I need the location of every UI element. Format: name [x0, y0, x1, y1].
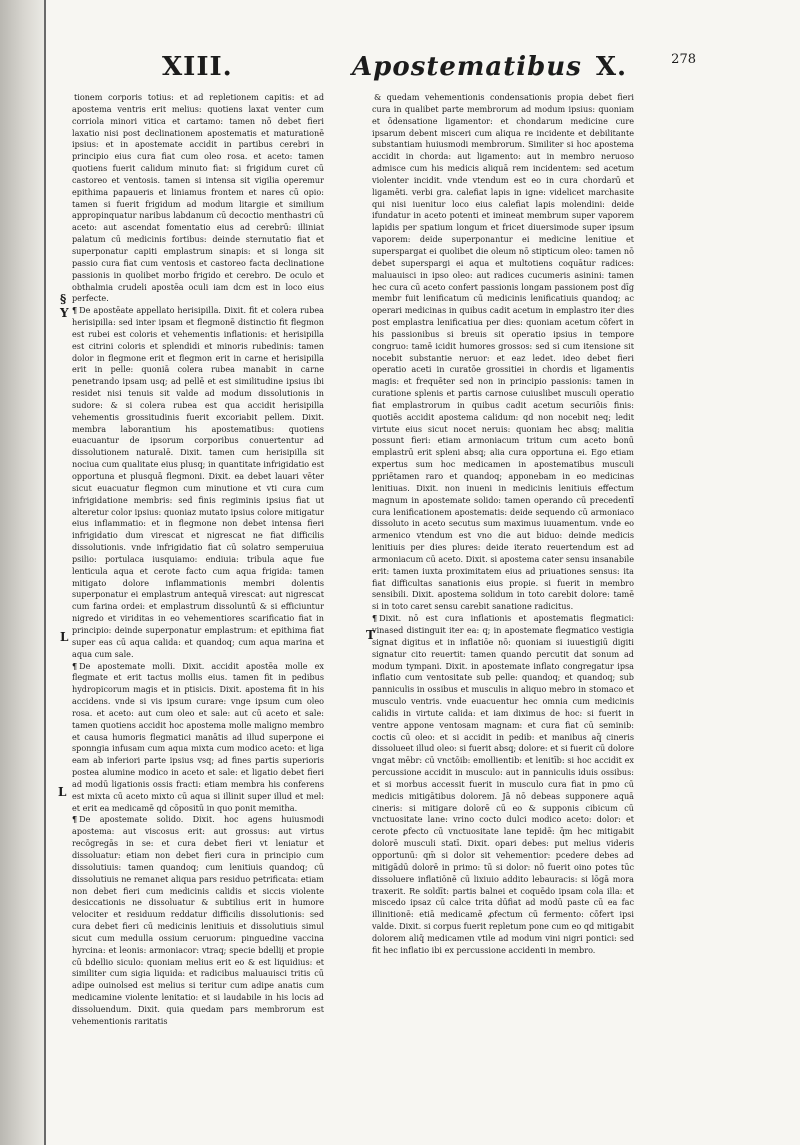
paragraph-mark: ¶ [372, 613, 378, 624]
paragraph-text: tionem corporis totius: et ad repletionem capitis: et ad apostema ventris erit melius: quotiens laxat venter cum corriola minori vitica et cartamo: tamen nō debet fieri laxatio nisi post declinationem apostematis et maturationē ipsius: et in apostemate accidit in partibus cerebri in principio eius cura fiat cum oleo rosa. et aceto: tamen quotiens fuerit calidum minuto fiat: si frigidum curet cū castoreo et ventosis. tamen si intensa sit vigilia operemur epithima papaueris et liniamus frontem et nares cū opio: tamen si fuerit frigidum ad modum litargie et similium appropinquatur naribus labdanum cū decoctio menthastri cū aceto: aut ascendat fomentatio eius ad cerebrū: illiniat palatum cū medicinis fortibus: deinde sternutatio fiat et superponatur capiti emplastrum sinapis: et si longa sit passio cura fiat cum ventosis et castoreo facta declinatione passionis in quolibet morbo frigido et cerebro. De oculo et obthalmia crudeli apostēa oculi iam dcm est in loco eius perfecte. [72, 92, 324, 304]
left-running-head: XIII. [162, 52, 233, 82]
paragraph-text: De apostēate appellato herisipilla. Dixit. fit et colera rubea herisipilla: sed inter ipsam et flegmonē distinctio fit flegmon est rubei est coloris et vehementis inflationis: et herisipilla est citrini coloris et splendidi et minoris rubedinis: tamen dolor in flegmone erit et flegmon erit in carne et herisipilla erit in pelle: quoniā colera rubea manabit in carne penetrando ipsam usq; ad pellē et est similitudine ipsius ibi residet nisi tenuis sit valde ad modum dissolutionis in sudore: & si colera rubea est qua accidit herisipilla vehementis grossitudinis fuerit excoriabit pellem. Dixit. membra laborantium his apostematibus: quotiens euacuantur de ipsorum corporibus conuertentur ad dissolutionem naturalē. Dixit. tamen cum herisipilla sit nociua cum qualitate eius plusq; in quantitate infrigidatio est opportuna et plusquā flegmoni. Dixit. ea debet lauari vēter sicut euacuatur flegmon cum minutione et vti cura cum infrigidatione membris: sed finis regiminis ipsius fiat ut alteretur color ipsius: quoniaz mutato ipsius colore mitigatur eius inflammatio: et in flegmone non debet intensa fieri infrigidatio dum virescat et nigrescat ne fiat difficilis dissolutionis. vnde infrigidatio fiat cū solatro semperuiua psilio: portulaca iusquiamo: endiuia: tribula aque fue lenticula aqua et cerote facto cum aqua frigida: tamen mitigato dolore inflammationis membri dolentis superponatur ei emplastrum antequā virescat: aut nigrescat cum farina ordei: et emplastrum dissoluntū & si efficiuntur nigredo et viriditas in eo vehementiores scarificatio fiat in principio: deinde superponatur emplastrum: et epithima fiat super eas cū aqua calida: et quandoq; cum aqua marina et aqua cum sale. [72, 305, 324, 659]
paragraph-mark: ¶ [72, 660, 78, 671]
margin-mark: T [366, 628, 375, 642]
right-text-column [372, 92, 634, 957]
paragraph-mark: ¶ [72, 814, 78, 825]
paragraph-mark: ¶ [72, 305, 78, 316]
text-paragraph [72, 661, 324, 815]
folio-number: 278 [671, 52, 696, 67]
paragraph-text: Dixit. nō est cura inflationis et apostematis flegmatici: vinased distinguit iter ea: q; in apostemate flegmatico vestigia signat digitus et in inflatiōe nō: quoniam si iuuestigiū digiti signatur cito reuertit: tamen quando percutit dat sonum ad modum tympani. Dixit. in apostemate inflato congregatur ipsa inflatio cum ventositate sub pelle: quandoq; et quandoq; sub panniculis in ossibus et musculis in aliquo mebro in stomaco et musculo ventris. vnde euacuentur hec omnia cum medicinis calidis in virtute calida: et iam diximus de hoc: si fuerit in ventre appone ventosam magnam: et cura fiat cū seminib: coctis cū oleo: et si accidit in pedib: et manibus aq̄ cineris dissolueet illud oleo: si fuerit absq; dolore: et si fuerit cū dolore vngat mēbr: cū vnctōib: emollientib: et lenitīb: si hoc accidit ex percussione accidit in musculo: aut in panniculis iduis ossibus: et si morbus accessit fuerit in musculo cura fiat in pmo cū medicis mitigātibus dolorem. Jā nō debeas supponere aquā cineris: si mitigare dolorē cū eo & supponis cibicum cū vnctuositate lane: vrino cocto dulci modico aceto: dolor: et cerote ꝑfecto cū vnctuositate lane tepidē: q̄m hec mitigabit dolorē musculi statī. Dixit. opari debes: put melius videris opportunū: qm̄ si dolor sit vehementior: pcedere debes ad mitigādū dolorē in primo: tū si dolor: nō fuerit oino potes tūc dissoluere inflatiōnē cū lixiuio addito lebauracis: si lōgā mora traxerit. Re soldīt: partis balnei et coquēdo ipsam cola illa: et miscedo ipsaz cū calce trita dūfiat ad modū paste cū ea fac illinitionē: etiā medicamē ꝓfectum cū fermento: cōfert ipsi valde. Dixit. si corpus fuerit repletum pone cum eo qd mitigabit dolorem aliq̄ medicamen vtile ad modum vini nigri pontici: sed fit hec inflatio ibi ex percussione accidenti in membro. [372, 613, 634, 955]
left-text-column [72, 92, 324, 1028]
margin-mark: Y [60, 306, 69, 320]
right-running-head-title: Apostematibus [352, 52, 582, 82]
text-paragraph [372, 613, 634, 956]
scan-page-edge [0, 0, 46, 1145]
paragraph-text: & quedam vehementionis condensationis propia debet fieri cura in qualibet parte membrorum ad modum ipsius: quoniam et ōdensatione ligamentor: et chondarum medicine cure ipsarum debent misceri cum aliqua re incidente et debilitante substantiam huiusmodi membrorum. Similiter si hoc apostema accidit in chorda: aut ligamento: aut in membro neruoso admisce cum his medicis aliquā rem incidentem: sed acetum violenter incidit. vnde vtendum est eo in cura chordarū et ligamēti. verbi gra. calefiat lapis in igne: videlicet marchasite qui nisi iuenitur loco eius calefiat lapis molendini: deide ifundatur in aceto potenti et imineat membrum super vaporem lapidis per spatium longum et fricet diuersimode super ipsum vaporem: deide superponantur ei medicine lenitiue et superspargat ei quolibet die oleum nō stipticum oleo: tamen nō debet superspargi ei aqua et multotiens coquātur radices: maluauisci in ipso oleo: aut radices cucumeris asinini: tamen hec cura cū aceto confert passionis longam passionem post dīg membr fuit lenificatum cū medicinis lenificatiuis quandoq; ac operari medicinas in quibus cadit acetum in emplastro iter dies post emplastra lenificatiua per dies: quoniam acetum cōfert in his passionibus si breuis sit operatio ipsius in tempore congruo: tamē icidit humores grossos: sed si cum itensione sit nocebit substantie neruor: et eaz ledet. ideo debet fieri operatio aceti in curatōe grossitiei in chordis et ligamentis magis: et frequēter sed non in principio passionis: tamen in curatione splenis et partis carnose cuiuslibet musculi operatio fiat emplastrorum in quibus cadit acetum securiōis finis: quotiēs accidit apostema calidum: qd non nocebit neq; ledit virtute eius sicut nocet neruis: quoniam hec absq; malitia possunt fieri: etiam armoniacum tritum cum aceto bonū emplastrū erit spleni absq; alia cura opportuna ei. Ego etiam expertus sum hoc medicamen in apostematibus musculi ppriētamen raro et quandoq; apponebam in eo medicinas lenitiuas. Dixit. non inueni in medicinis lenitiuis effectum magnum in apostemate solido: tamen operando cū precedentī cura lenificationem apostematis: deide sequendo cū armoniaco dissoluto in aceto secutus sum maximus iuuamentum. vnde eo armenico vtendum est vno die aut biduo: deinde medicis lenitiuis per dies plures: deide iterato reuertendum est ad armoniacum cū aceto. Dixit. si apostema cater sensu insanabile erit: tamen iuxta proximitatem eius ad priuationes sensus: ita fiat difficultas sanationis eius propie. si fuerit in membro sensibili. Dixit. apostema solidum in toto carebit dolore: tamē si in toto caret sensu carebit sanatione radicitus. [372, 92, 634, 612]
right-running-head [352, 52, 627, 82]
margin-mark: L [58, 785, 67, 799]
paragraph-text: De apostemate molli. Dixit. accidit apostēa molle ex flegmate et erit tactus mollis eius. tamen fit in pedibus hydropicorum magis et in ptisicis. Dixit. apostema fit in his accidens. vnde si vis ipsum curare: vnge ipsum cum oleo rosa. et aceto: aut cum oleo et sale: aut cū aceto et sale: tamen quotiens accidit hoc apostema molle maligno membro et causa humoris flegmatici manātis ad illud superpone ei sponngia infusam cum aqua mixta cum modico aceto: et liga eam ab inferiori parte ipsius vsq; ad fines partis superioris postea alumine modico in aceto et sale: et ligatio debet fieri ad modū ligationis ossis fracti: etiam membra his conferens est mixta cū aceto mixto cū aqua si illinit super illud et mel: et erit ea medicamē qd cōpositū in quo ponit memitha. [72, 660, 324, 813]
text-paragraph [72, 814, 324, 1027]
text-paragraph [72, 305, 324, 660]
margin-mark: L [60, 630, 69, 644]
margin-mark: § [60, 292, 67, 306]
text-paragraph [72, 92, 324, 305]
text-paragraph [372, 92, 634, 613]
paragraph-text: De apostemate solido. Dixit. hoc agens huiusmodi apostema: aut viscosus erit: aut grossus: aut virtus recōgregās in se: et cura debet fieri vt leniatur et dissoluatur: etiam non debet fieri cura in principio cum dissolutiuis: tamen quandoq; cum lenitiuis quandoq; cū dissolutiuis ne remanet aliqua pars residuo petrificata: etiam non debet fieri cum medicinis calidis et siccis violente desiccationis ne dissoluatur & subtilius erit in humore velociter et residuum reddatur difficilis dissolutionis: sed cura debet fieri cū medicinis lenitiuis et dissolutiuis simul sicut cum medulla ossium ceruorum: pinguedine vaccina hyrcina: et leonis: armoniacor: vtraq; specie bdellij et propie cū bdellio siculo: quoniam melius erit eo & est liquidius: et similiter cum sigia liquida: et radicibus maluauisci tritis cū adipe ouinolsed est melius si teritur cum adipe anatis cum medicamine violente lenitatio: et si laudabile in his locis ad dissoluendum. Dixit. quia quedam pars membrorum est vehementionis raritatis [72, 814, 324, 1026]
right-running-head-number: X. [595, 52, 628, 82]
